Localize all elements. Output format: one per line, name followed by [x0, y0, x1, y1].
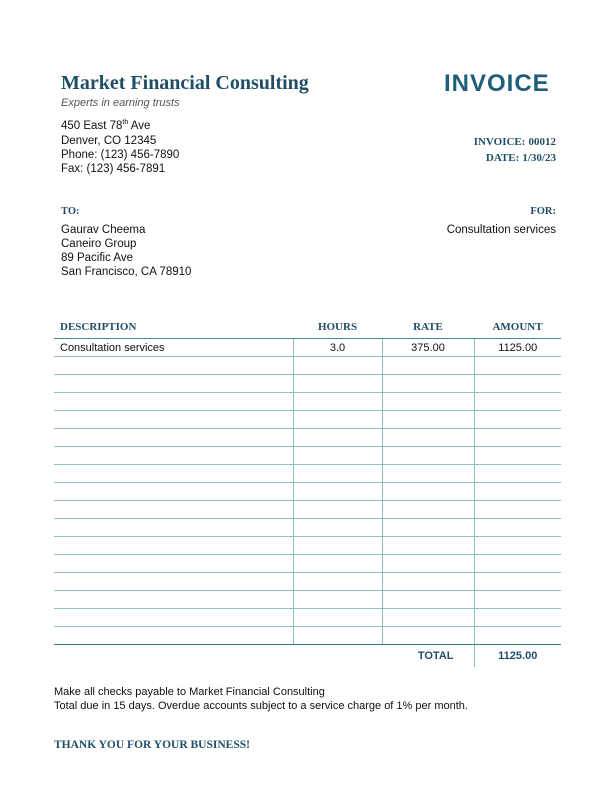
invoice-number-label: INVOICE: [473, 136, 526, 148]
table-row [54, 339, 561, 357]
table-row-empty [54, 375, 561, 393]
empty-cell [382, 591, 474, 609]
company-street-suffix: th [122, 119, 129, 127]
total-spacer [293, 645, 382, 668]
empty-cell [474, 609, 561, 627]
thank-you-message: THANK YOU FOR YOUR BUSINESS! [54, 739, 250, 751]
col-header-hours: HOURS [293, 316, 382, 339]
empty-cell [54, 519, 293, 537]
empty-cell [382, 573, 474, 591]
empty-cell [54, 375, 293, 393]
table-row-empty [54, 393, 561, 411]
total-spacer [54, 645, 293, 668]
company-street-number: 450 East 78 [61, 120, 123, 132]
cell-hours: 3.0 [293, 339, 382, 357]
empty-cell [474, 555, 561, 573]
terms-note: Total due in 15 days. Overdue accounts subject to a service charge of 1% per month. [54, 700, 468, 712]
bill-to-name: Gaurav Cheema [61, 224, 146, 236]
empty-cell [293, 429, 382, 447]
empty-cell [382, 465, 474, 483]
col-header-description: DESCRIPTION [54, 316, 293, 339]
empty-cell [382, 537, 474, 555]
empty-cell [293, 555, 382, 573]
empty-cell [382, 429, 474, 447]
table-row-empty [54, 627, 561, 645]
empty-cell [474, 375, 561, 393]
empty-cell [474, 537, 561, 555]
empty-cell [54, 627, 293, 645]
table-row-empty [54, 411, 561, 429]
empty-cell [474, 483, 561, 501]
empty-cell [382, 501, 474, 519]
bill-to-company: Caneiro Group [61, 238, 137, 250]
table-row-empty [54, 429, 561, 447]
empty-cell [474, 357, 561, 375]
empty-cell [382, 447, 474, 465]
empty-cell [474, 429, 561, 447]
company-name: Market Financial Consulting [61, 72, 309, 94]
company-street [61, 120, 150, 132]
empty-cell [293, 627, 382, 645]
empty-cell [293, 375, 382, 393]
col-header-amount: AMOUNT [474, 316, 561, 339]
empty-cell [293, 519, 382, 537]
empty-cell [293, 573, 382, 591]
company-fax: Fax: (123) 456-7891 [61, 163, 166, 175]
table-row-empty [54, 609, 561, 627]
empty-cell [54, 555, 293, 573]
empty-cell [293, 537, 382, 555]
empty-cell [382, 555, 474, 573]
empty-cell [293, 447, 382, 465]
empty-cell [293, 411, 382, 429]
cell-amount: 1125.00 [474, 339, 561, 357]
table-row-empty [54, 519, 561, 537]
table-row-empty [54, 447, 561, 465]
empty-cell [293, 393, 382, 411]
empty-cell [382, 411, 474, 429]
total-label: TOTAL [417, 650, 454, 662]
total-value: 1125.00 [474, 645, 561, 668]
invoice-heading: INVOICE [444, 70, 550, 97]
empty-cell [382, 483, 474, 501]
empty-cell [474, 411, 561, 429]
table-row-empty [54, 555, 561, 573]
empty-cell [54, 537, 293, 555]
empty-cell [54, 591, 293, 609]
for-label: FOR: [530, 206, 556, 217]
empty-cell [293, 501, 382, 519]
empty-cell [382, 519, 474, 537]
empty-cell [474, 591, 561, 609]
invoice-date-line [486, 152, 556, 164]
empty-cell [293, 591, 382, 609]
empty-cell [474, 627, 561, 645]
empty-cell [474, 447, 561, 465]
empty-cell [54, 465, 293, 483]
line-items-body [54, 339, 561, 645]
cell-description: Consultation services [54, 339, 293, 357]
empty-cell [54, 429, 293, 447]
empty-cell [54, 411, 293, 429]
company-phone: Phone: (123) 456-7890 [61, 149, 180, 161]
empty-cell [293, 483, 382, 501]
bill-to-street: 89 Pacific Ave [61, 252, 134, 264]
invoice-number: 00012 [528, 136, 556, 148]
table-row-empty [54, 357, 561, 375]
empty-cell [474, 501, 561, 519]
invoice-date-label: DATE: [485, 152, 520, 164]
empty-cell [54, 609, 293, 627]
table-header-row [54, 316, 561, 339]
empty-cell [293, 357, 382, 375]
col-header-rate: RATE [382, 316, 474, 339]
empty-cell [474, 519, 561, 537]
table-row-empty [54, 465, 561, 483]
empty-cell [54, 573, 293, 591]
empty-cell [293, 465, 382, 483]
company-city: Denver, CO 12345 [61, 135, 157, 147]
table-row-empty [54, 501, 561, 519]
bill-to-city: San Francisco, CA 78910 [61, 266, 192, 278]
empty-cell [293, 609, 382, 627]
empty-cell [382, 375, 474, 393]
checks-note: Make all checks payable to Market Financial Consulting [54, 686, 325, 698]
for-value: Consultation services [446, 224, 556, 236]
empty-cell [382, 609, 474, 627]
empty-cell [382, 627, 474, 645]
company-street-name: Ave [128, 120, 151, 132]
cell-rate: 375.00 [382, 339, 474, 357]
total-row [54, 645, 561, 668]
table-row-empty [54, 591, 561, 609]
empty-cell [382, 393, 474, 411]
table-row-empty [54, 483, 561, 501]
empty-cell [54, 447, 293, 465]
empty-cell [54, 501, 293, 519]
invoice-number-line [474, 136, 556, 148]
empty-cell [54, 393, 293, 411]
bill-to-label: TO: [61, 206, 80, 217]
invoice-date: 1/30/23 [522, 152, 556, 164]
empty-cell [474, 465, 561, 483]
company-tagline: Experts in earning trusts [61, 97, 180, 109]
table-row-empty [54, 573, 561, 591]
empty-cell [474, 393, 561, 411]
empty-cell [54, 483, 293, 501]
empty-cell [474, 573, 561, 591]
empty-cell [54, 357, 293, 375]
empty-cell [382, 357, 474, 375]
line-items-table [54, 316, 561, 667]
table-row-empty [54, 537, 561, 555]
